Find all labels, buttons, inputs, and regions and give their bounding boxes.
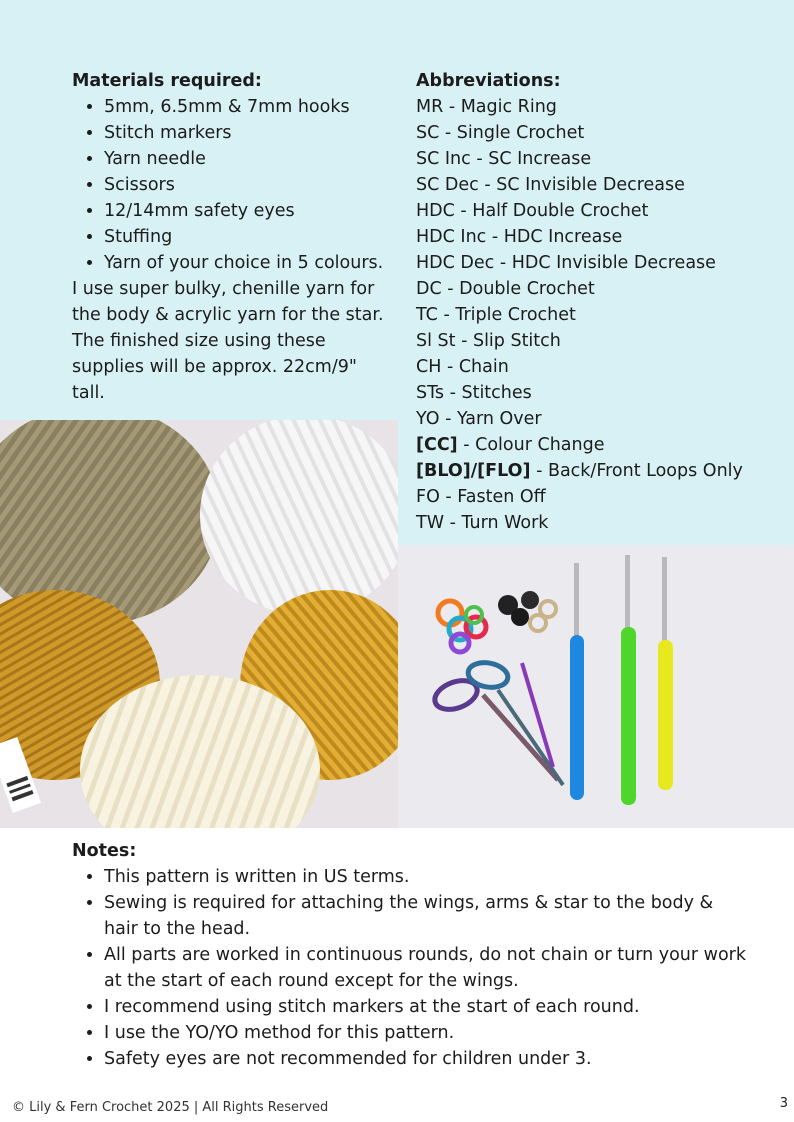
abbreviation-code: HDC Dec xyxy=(416,253,495,273)
abbreviation-code: [BLO]/[FLO] xyxy=(416,461,531,481)
abbreviation-code: Sl St xyxy=(416,331,456,351)
abbreviation-desc: - Half Double Crochet xyxy=(454,201,649,221)
abbreviation-desc: - Magic Ring xyxy=(443,97,557,117)
abbreviation-code: SC Inc xyxy=(416,149,471,169)
abbreviation-desc: - Back/Front Loops Only xyxy=(530,461,743,481)
abbreviation-row xyxy=(416,172,786,198)
abbreviation-code: STs xyxy=(416,383,445,403)
materials-item: • 12/14mm safety eyes xyxy=(104,198,402,224)
abbreviation-code: YO xyxy=(416,409,440,429)
notes-item: • I recommend using stitch markers at the start of each round. xyxy=(104,994,752,1020)
materials-list xyxy=(72,94,402,276)
materials-item: • Stitch markers xyxy=(104,120,402,146)
abbreviation-row xyxy=(416,276,786,302)
notes-item: • Sewing is required for attaching the wings, arms & star to the body & hair to the head. xyxy=(104,890,752,942)
abbreviation-row xyxy=(416,510,786,536)
abbreviation-desc: - Double Crochet xyxy=(441,279,595,299)
abbreviation-code: SC xyxy=(416,123,440,143)
abbreviation-row xyxy=(416,458,786,484)
abbreviation-desc: - Yarn Over xyxy=(439,409,542,429)
abbreviation-desc: - Single Crochet xyxy=(439,123,585,143)
notes-item: • All parts are worked in continuous rounds, do not chain or turn your work at the start of each round except for the wings. xyxy=(104,942,752,994)
materials-note: I use super bulky, chenille yarn for the body & acrylic yarn for the star. The finished size using these supplies will be approx. 22cm/9" tall. xyxy=(72,279,384,403)
abbreviation-row xyxy=(416,198,786,224)
abbreviation-desc: - Colour Change xyxy=(457,435,605,455)
abbreviation-row xyxy=(416,484,786,510)
abbreviation-row xyxy=(416,120,786,146)
abbreviations-heading: Abbreviations: xyxy=(416,71,561,91)
materials-heading: Materials required: xyxy=(72,71,262,91)
yarn-illustration xyxy=(0,420,398,828)
abbreviation-code: FO xyxy=(416,487,440,507)
notes-list xyxy=(72,864,752,1072)
abbreviation-row xyxy=(416,432,786,458)
materials-item: • 5mm, 6.5mm & 7mm hooks xyxy=(104,94,402,120)
abbreviation-desc: - SC Increase xyxy=(470,149,592,169)
notes-item: • This pattern is written in US terms. xyxy=(104,864,752,890)
abbreviation-code: CH xyxy=(416,357,442,377)
abbreviation-desc: - Triple Crochet xyxy=(437,305,576,325)
abbreviation-desc: - Chain xyxy=(441,357,509,377)
copyright-footer: © Lily & Fern Crochet 2025 | All Rights Reserved xyxy=(12,1100,329,1115)
abbreviation-row xyxy=(416,224,786,250)
abbreviation-desc: - Stitches xyxy=(444,383,532,403)
materials-item: • Stuffing xyxy=(104,224,402,250)
abbreviation-code: MR xyxy=(416,97,444,117)
yarn-photo xyxy=(0,420,398,828)
abbreviation-desc: - Turn Work xyxy=(444,513,549,533)
abbreviation-row xyxy=(416,94,786,120)
materials-section xyxy=(72,68,402,406)
abbreviation-row xyxy=(416,146,786,172)
abbreviation-desc: - HDC Increase xyxy=(486,227,623,247)
abbreviation-code: HDC Inc xyxy=(416,227,487,247)
tools-illustration xyxy=(398,545,794,828)
notes-section xyxy=(72,838,752,1072)
materials-item: • Yarn needle xyxy=(104,146,402,172)
abbreviation-code: TC xyxy=(416,305,438,325)
abbreviation-desc: - HDC Invisible Decrease xyxy=(494,253,716,273)
abbreviation-desc: - Fasten Off xyxy=(439,487,546,507)
abbreviation-code: DC xyxy=(416,279,442,299)
abbreviation-desc: - SC Invisible Decrease xyxy=(478,175,685,195)
materials-item: • Scissors xyxy=(104,172,402,198)
abbreviation-code: [CC] xyxy=(416,435,458,455)
materials-item: • Yarn of your choice in 5 colours. xyxy=(104,250,402,276)
abbreviation-row xyxy=(416,328,786,354)
abbreviation-row xyxy=(416,406,786,432)
notes-heading: Notes: xyxy=(72,841,137,861)
abbreviation-code: HDC xyxy=(416,201,455,221)
notes-item: • Safety eyes are not recommended for children under 3. xyxy=(104,1046,752,1072)
page-number: 3 xyxy=(779,1096,788,1111)
abbreviation-row xyxy=(416,354,786,380)
abbreviation-code: TW xyxy=(416,513,444,533)
abbreviation-row xyxy=(416,250,786,276)
abbreviation-row xyxy=(416,380,786,406)
notes-item: • I use the YO/YO method for this pattern. xyxy=(104,1020,752,1046)
abbreviation-row xyxy=(416,302,786,328)
abbreviation-desc: - Slip Stitch xyxy=(455,331,561,351)
tools-photo xyxy=(398,545,794,828)
abbreviation-code: SC Dec xyxy=(416,175,479,195)
abbreviations-section xyxy=(416,68,786,536)
